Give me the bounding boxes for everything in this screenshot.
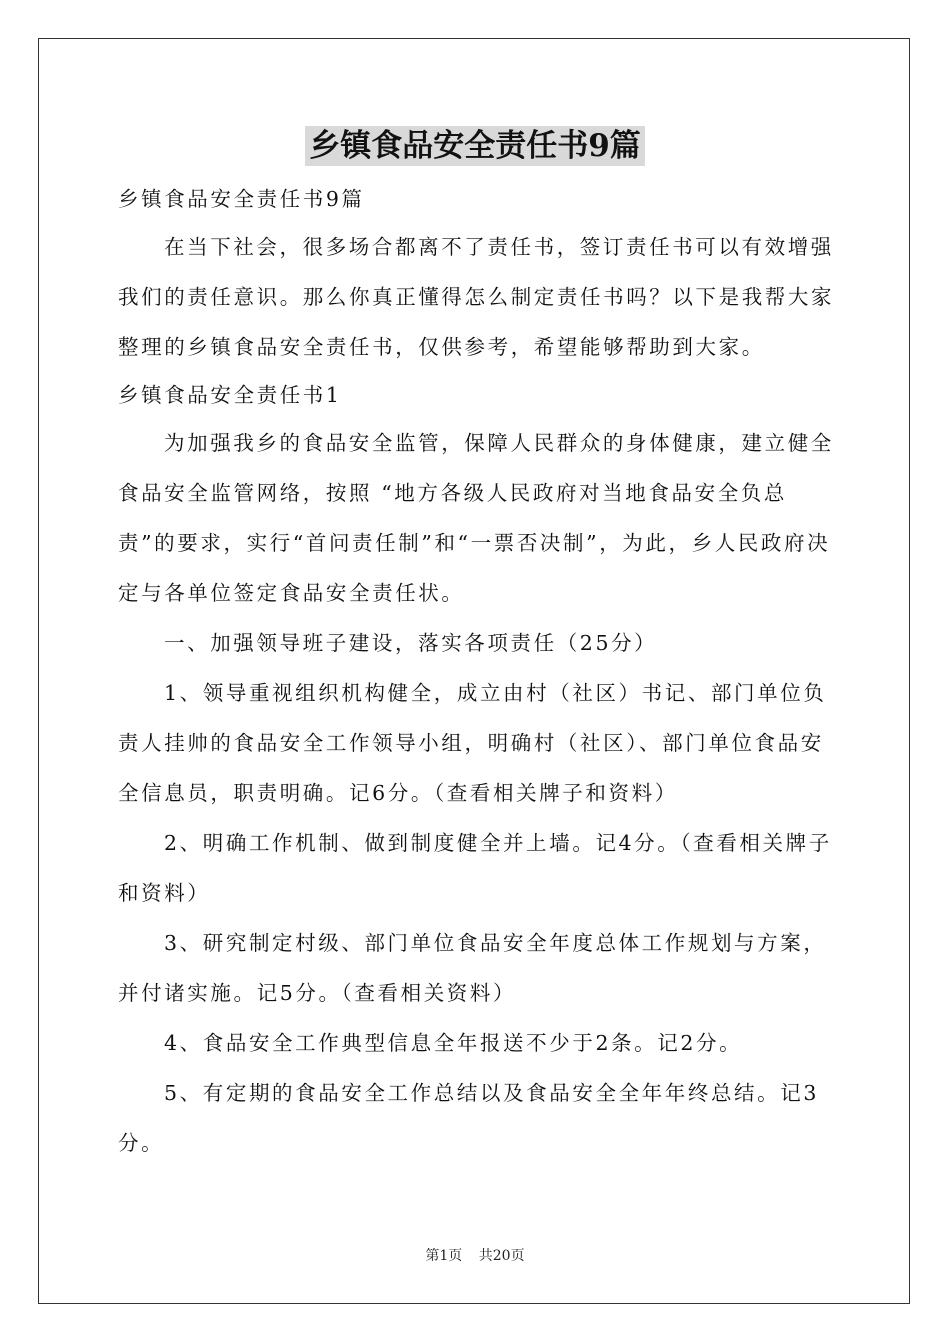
item-heading: 一、加强领导班子建设，落实各项责任（25分） (164, 631, 658, 655)
section-title: 乡镇食品安全责任书1 (118, 383, 342, 407)
list-item: 3、研究制定村级、部门单位食品安全年度总体工作规划与方案，并付诸实施。记5分。（查看相关资料） (118, 931, 827, 1005)
document-title-text: 乡镇食品安全责任书9篇 (305, 126, 645, 166)
list-item: 1、领导重视组织机构健全，成立由村（社区）书记、部门单位负责人挂帅的食品安全工作领导小组，明确村（社区）、部门单位食品安全信息员，职责明确。记6分。（查看相关牌子和资料） (118, 681, 827, 805)
list-item: 4、食品安全工作典型信息全年报送不少于2条。记2分。 (164, 1031, 743, 1055)
document-subtitle: 乡镇食品安全责任书9篇 (118, 187, 365, 211)
list-item: 2、明确工作机制、做到制度健全并上墙。记4分。（查看相关牌子和资料） (118, 831, 832, 905)
section-paragraph: 为加强我乡的食品安全监管，保障人民群众的身体健康，建立健全食品安全监管网络，按照 “地方各级人民政府对当地食品安全负总责”的要求，实行“首问责任制”和“一票否决制”，为此，乡人民政府决定与各单位签定食品安全责任状。 (118, 431, 834, 605)
page-total: 共20页 (478, 1248, 525, 1264)
page-number: 第1页 (425, 1248, 463, 1264)
page-footer (0, 1245, 950, 1265)
document-title (0, 122, 950, 170)
intro-paragraph: 在当下社会，很多场合都离不了责任书，签订责任书可以有效增强我们的责任意识。那么你真正懂得怎么制定责任书吗？以下是我帮大家整理的乡镇食品安全责任书，仅供参考，希望能够帮助到大家。 (118, 235, 835, 359)
document-body (118, 176, 842, 1168)
list-item: 5、有定期的食品安全工作总结以及食品安全全年年终总结。记3分。 (118, 1081, 819, 1155)
